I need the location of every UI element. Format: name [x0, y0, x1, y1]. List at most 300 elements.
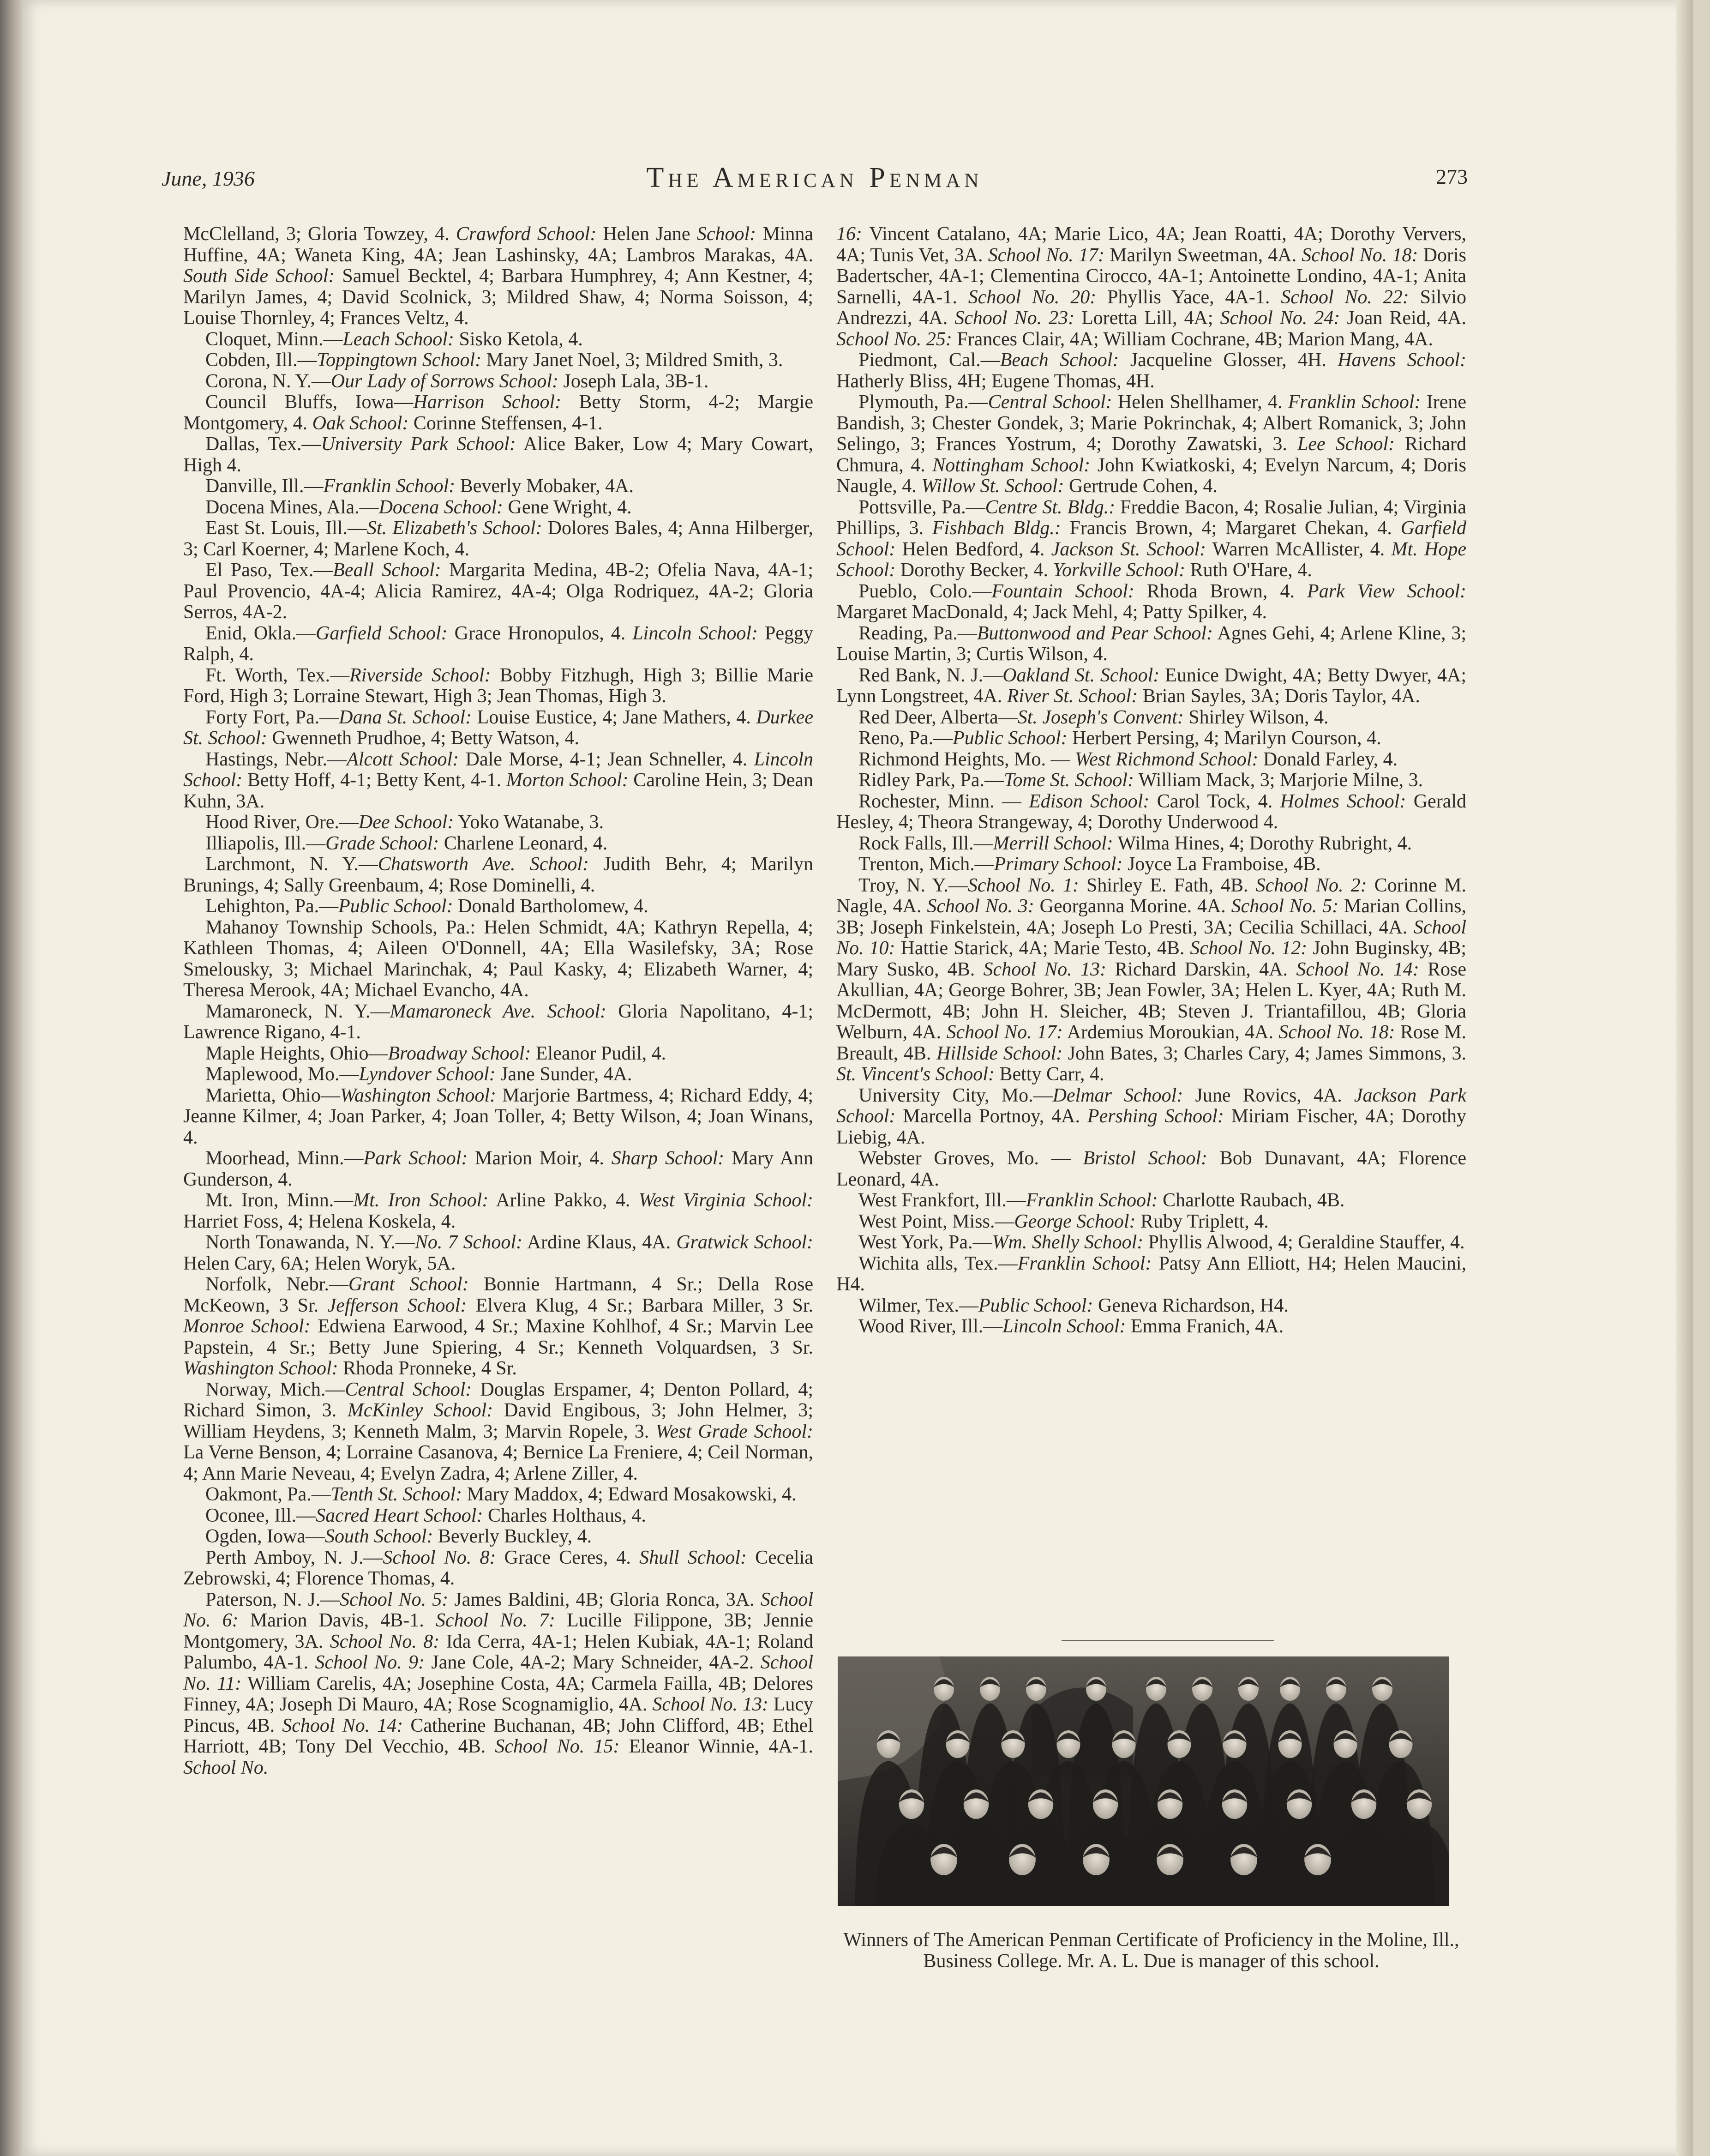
listing-entry	[836, 728, 1466, 749]
entry-text: North Tonawanda, N. Y.—	[205, 1232, 415, 1253]
entry-text: McClelland, 3; Gloria Towzey, 4.	[183, 223, 456, 245]
entry-text: Marion Moir, 4.	[468, 1148, 612, 1169]
entry-text: Lucille Filippone, 3B; Jennie Montgomery, 3A.	[183, 1610, 814, 1652]
school-name: Beach School:	[1000, 349, 1119, 371]
school-name: Durkee St. School:	[183, 706, 814, 749]
entry-text: Geneva Richardson, H4.	[1093, 1295, 1289, 1316]
listing-entry	[183, 1484, 813, 1506]
entry-text: Beverly Buckley, 4.	[433, 1526, 592, 1547]
entry-text: Judith Behr, 4; Marilyn Brunings, 4; Sally Greenbaum, 4; Rose Dominelli, 4.	[183, 854, 814, 896]
entry-text: James Baldini, 4B; Gloria Ronca, 3A.	[448, 1589, 761, 1610]
issue-date: June, 1936	[162, 167, 255, 190]
school-name: Lincoln School:	[632, 622, 758, 644]
listing-entry	[183, 497, 813, 518]
listing-entry	[183, 665, 813, 707]
school-name: Tome St. School:	[1003, 770, 1134, 791]
school-name: Public School:	[978, 1295, 1093, 1316]
entry-text: Corona, N. Y.—	[205, 370, 331, 392]
entry-text: Jane Sunder, 4A.	[495, 1064, 632, 1085]
school-name: Wm. Shelly School:	[992, 1232, 1144, 1253]
entry-text: Paterson, N. J.—	[205, 1589, 340, 1610]
listing-entry	[836, 791, 1466, 833]
school-name: Tenth St. School:	[330, 1484, 462, 1505]
listing-entry	[183, 1548, 813, 1590]
entry-text: Freddie Bacon, 4; Rosalie Julian, 4; Virginia Phillips, 3.	[836, 496, 1467, 539]
entry-text: Emma Franich, 4A.	[1126, 1316, 1284, 1337]
listing-entry	[836, 392, 1466, 497]
entry-text: Helen Bedford, 4.	[895, 538, 1051, 560]
school-name: School No. 13:	[983, 958, 1106, 980]
entry-text: Oakmont, Pa.—	[205, 1484, 331, 1505]
entry-text: Rhoda Pronneke, 4 Sr.	[338, 1358, 517, 1379]
entry-text: Agnes Gehi, 4; Arlene Kline, 3; Louise Martin, 3; Curtis Wilson, 4.	[836, 622, 1466, 665]
entry-text: Maple Heights, Ohio—	[205, 1042, 388, 1064]
school-name: School No. 8:	[383, 1547, 496, 1568]
listing-entry	[183, 1232, 813, 1274]
listing-entry	[183, 392, 813, 434]
school-name: Shull School:	[639, 1547, 747, 1568]
school-name: Franklin School:	[1026, 1190, 1158, 1211]
entry-text: Charles Holthaus, 4.	[483, 1505, 646, 1526]
entry-text: Hatherly Bliss, 4H; Eugene Thomas, 4H.	[836, 370, 1155, 392]
entry-text: Miriam Fischer, 4A; Dorothy Liebig, 4A.	[836, 1106, 1467, 1148]
entry-text: Gene Wright, 4.	[503, 496, 632, 518]
school-name: West Grade School:	[655, 1421, 813, 1442]
magazine-title: The American Penman	[646, 162, 983, 193]
school-name: Park School:	[363, 1148, 468, 1169]
school-name: Riverside School:	[349, 664, 491, 686]
listing-entry	[836, 875, 1466, 1085]
entry-text: Georganna Morine. 4A.	[1034, 896, 1231, 917]
school-name: Primary School:	[994, 854, 1123, 875]
listing-entry	[183, 1085, 813, 1149]
school-name: Nottingham School:	[932, 454, 1091, 476]
school-name: Bristol School:	[1083, 1148, 1207, 1169]
school-name: Mamaroneck Ave. School:	[390, 1000, 606, 1022]
listing-entry	[183, 917, 813, 1001]
school-name: School No. 23:	[954, 307, 1075, 329]
right-text-column	[836, 224, 1466, 1337]
running-header	[162, 162, 1468, 203]
school-name: School No. 18:	[1278, 1022, 1395, 1043]
school-name: Mt. Iron School:	[353, 1190, 489, 1211]
entry-text: Ft. Worth, Tex.—	[205, 664, 350, 686]
school-name: Hillside School:	[936, 1042, 1063, 1064]
school-name: Lyndover School:	[359, 1064, 496, 1085]
listing-entry	[183, 371, 813, 392]
entry-text: William Carelis, 4A; Josephine Costa, 4A; Carmela Failla, 4B; Delores Finney, 4A; Joseph Di Mauro, 4A; Rose Scognamiglio, 4A.	[183, 1673, 813, 1715]
entry-text: University City, Mo.—	[858, 1084, 1053, 1106]
entry-text: Eleanor Pudil, 4.	[531, 1042, 666, 1064]
listing-entry	[183, 1379, 813, 1485]
entry-text: Vincent Catalano, 4A; Marie Lico, 4A; Jean Roatti, 4A; Dorothy Ververs, 4A; Tunis Vet, 3A.	[836, 223, 1466, 266]
entry-text: Douglas Erspamer, 4; Denton Pollard, 4; Richard Simon, 3.	[183, 1379, 813, 1421]
listing-entry	[183, 1274, 813, 1379]
entry-text: Jacqueline Glosser, 4H.	[1119, 349, 1338, 371]
listing-entry	[836, 854, 1466, 875]
school-name: Grade School:	[325, 832, 439, 854]
entry-text: La Verne Benson, 4; Lorraine Casanova, 4; Bernice La Freniere, 4; Ceil Norman, 4; Ann Marie Neveau, 4; Evelyn Zadra, 4; Arlene Ziller, 4.	[183, 1442, 813, 1484]
entry-text: Marilyn Sweetman, 4A.	[1104, 244, 1302, 266]
school-name: Franklin School:	[1017, 1253, 1152, 1274]
school-name: School No. 25:	[836, 328, 952, 350]
entry-text: Red Deer, Alberta—	[858, 706, 1018, 728]
school-name: West Virginia School:	[638, 1190, 813, 1211]
listing-entry	[183, 854, 813, 896]
school-name: Pershing School:	[1087, 1106, 1224, 1127]
entry-text: Caroline Hein, 3; Dean Kuhn, 3A.	[183, 770, 813, 812]
entry-text: Enid, Okla.—	[205, 622, 316, 644]
entry-text: Plymouth, Pa.—	[858, 391, 988, 413]
entry-text: Grace Hronopulos, 4.	[447, 622, 633, 644]
listing-entry	[183, 560, 813, 623]
entry-text: Pueblo, Colo.—	[858, 580, 992, 602]
school-name: School:	[696, 223, 756, 245]
entry-text: June Rovics, 4A.	[1183, 1084, 1354, 1106]
entry-text: Joan Reid, 4A.	[1340, 307, 1466, 329]
entry-text: Betty Hoff, 4-1; Betty Kent, 4-1.	[242, 770, 506, 791]
listing-entry	[183, 812, 813, 833]
listing-entry	[183, 1526, 813, 1548]
entry-text: Maplewood, Mo.—	[205, 1064, 359, 1085]
entry-text: Rhoda Brown, 4.	[1134, 580, 1308, 602]
entry-text: Reading, Pa.—	[858, 622, 977, 644]
entry-text: Wilma Hines, 4; Dorothy Rubright, 4.	[1113, 832, 1412, 854]
entry-text: Arline Pakko, 4.	[488, 1190, 639, 1211]
school-name: Broadway School:	[388, 1042, 531, 1064]
school-name: Havens School:	[1338, 349, 1466, 371]
entry-text: Oconee, Ill.—	[205, 1505, 316, 1526]
entry-text: Elvera Klug, 4 Sr.; Barbara Miller, 3 Sr.	[467, 1295, 814, 1316]
school-name: Docena School:	[378, 496, 504, 518]
listing-entry	[836, 497, 1466, 581]
entry-text: Red Bank, N. J.—	[858, 664, 1003, 686]
school-name: Dana St. School:	[339, 706, 472, 728]
entry-text: Mt. Iron, Minn.—	[205, 1190, 354, 1211]
listing-entry	[836, 623, 1466, 665]
entry-text: Mamaroneck, N. Y.—	[205, 1000, 390, 1022]
listing-entry	[183, 1590, 813, 1779]
school-name: Willow St. School:	[921, 476, 1064, 497]
listing-entry	[836, 707, 1466, 729]
entry-text: Joseph Lala, 3B-1.	[558, 370, 709, 392]
entry-text: Bonnie Hartmann, 4 Sr.; Della Rose McKeown, 3 Sr.	[183, 1274, 813, 1316]
school-name: Washington School:	[183, 1358, 338, 1379]
entry-text: Dolores Bales, 4; Anna Hilberger, 3; Carl Koerner, 4; Marlene Koch, 4.	[183, 518, 813, 560]
school-name: School No.	[183, 1757, 269, 1778]
entry-text: Joyce La Framboise, 4B.	[1122, 854, 1321, 875]
entry-text: David Engibous, 3; John Helmer, 3; William Heydens, 3; Kenneth Malm, 3; Marvin Ropele, 3.	[183, 1400, 814, 1442]
entry-text: Ruby Triplett, 4.	[1135, 1210, 1269, 1232]
school-name: Jackson Park School:	[836, 1084, 1466, 1127]
entry-text: Ogden, Iowa—	[205, 1526, 325, 1547]
entry-text: John Buginsky, 4B; Mary Susko, 4B.	[836, 938, 1467, 980]
page-edge	[1676, 0, 1693, 2156]
page-number: 273	[1436, 165, 1468, 188]
entry-text: Rose M. Breault, 4B.	[836, 1022, 1467, 1064]
entry-text: Norway, Mich.—	[205, 1379, 345, 1400]
school-name: Oakland St. School:	[1002, 664, 1160, 686]
entry-text: Cloquet, Minn.—	[205, 328, 343, 350]
entry-text: Trenton, Mich.—	[858, 854, 994, 875]
school-name: Public School:	[338, 896, 453, 917]
entry-text: Cecelia Zebrowski, 4; Florence Thomas, 4.	[183, 1547, 814, 1589]
school-name: School No. 17:	[988, 244, 1104, 266]
entry-text: Harriet Foss, 4; Helena Koskela, 4.	[183, 1210, 456, 1232]
entry-text: West Frankfort, Ill.—	[858, 1190, 1026, 1211]
listing-entry	[183, 749, 813, 813]
entry-text: Rose Akullian, 4A; George Bohrer, 3B; Jean Fowler, 3A; Helen L. Kyer, 4A; Ruth M. McDermott, 4B; John H. Sleicher, 4B; Steven J. Triantafillou, 4B; Gloria Welburn, 4A.	[836, 958, 1467, 1043]
school-name: University Park School:	[321, 434, 516, 455]
school-name: School No. 10:	[836, 916, 1466, 959]
listing-entry	[183, 476, 813, 497]
entry-text: Dorothy Becker, 4.	[895, 560, 1053, 581]
entry-text: Peggy Ralph, 4.	[183, 622, 814, 665]
school-name: Alcott School:	[347, 748, 459, 770]
school-name: School No. 17:	[946, 1022, 1063, 1043]
entry-text: Mary Janet Noel, 3; Mildred Smith, 3.	[481, 349, 783, 371]
entry-text: Shirley Wilson, 4.	[1183, 706, 1329, 728]
entry-text: Mary Ann Gunderson, 4.	[183, 1148, 813, 1190]
entry-text: Gloria Napolitano, 4-1; Lawrence Rigano, 4-1.	[183, 1000, 814, 1043]
listing-entry	[183, 623, 813, 665]
entry-text: Grace Ceres, 4.	[496, 1547, 640, 1568]
entry-text: Hastings, Nebr.—	[205, 748, 347, 770]
listing-entry	[836, 1316, 1466, 1337]
school-name: School No. 7:	[435, 1610, 555, 1631]
left-text-column	[183, 224, 813, 1778]
school-name: St. Vincent's School:	[836, 1064, 995, 1085]
school-name: Central School:	[345, 1379, 472, 1400]
entry-text: Donald Farley, 4.	[1258, 748, 1398, 770]
entry-text: Marietta, Ohio—	[205, 1084, 340, 1106]
entry-text: Corinne Steffensen, 4-1.	[408, 412, 603, 434]
listing-entry	[183, 1001, 813, 1043]
listing-entry	[836, 749, 1466, 771]
entry-text: Mary Maddox, 4; Edward Mosakowski, 4.	[462, 1484, 797, 1505]
entry-text: Sisko Ketola, 4.	[454, 328, 583, 350]
entry-text: Richard Darskin, 4A.	[1106, 958, 1296, 980]
school-name: Mt. Hope School:	[836, 538, 1466, 581]
entry-text: East St. Louis, Ill.—	[205, 518, 367, 539]
entry-text: West York, Pa.—	[858, 1232, 992, 1253]
entry-text: Mahanoy Township Schools, Pa.: Helen Schmidt, 4A; Kathryn Repella, 4; Kathleen Thomas, 4; Aileen O'Donnell, 4A; Ella Wasilefsky, 3A; Rose Smelousky, 3; Michael Marinchak, 4; Paul Kasky, 4; Elizabeth Warner, 4; Theresa Merook, 4A; Michael Evancho, 4A.	[183, 916, 813, 1001]
listing-entry	[836, 350, 1466, 392]
school-name: Lincoln School:	[183, 748, 813, 791]
school-name: St. Elizabeth's School:	[367, 518, 542, 539]
entry-text: Perth Amboy, N. J.—	[205, 1547, 383, 1568]
school-name: School No. 15:	[495, 1736, 620, 1757]
listing-entry	[183, 896, 813, 917]
entry-text: Gertrude Cohen, 4.	[1064, 476, 1218, 497]
school-name: South Side School:	[183, 265, 335, 287]
school-name: McKinley School:	[347, 1400, 493, 1421]
entry-text: Marcella Portnoy, 4A.	[895, 1106, 1087, 1127]
entry-text: Marian Collins, 3B; Joseph Finkelstein, 4A; Joseph Lo Presti, 3A; Cecilia Schillaci, 4A.	[836, 896, 1466, 938]
group-photo	[838, 1656, 1449, 1906]
entry-text: Helen Cary, 6A; Helen Woryk, 5A.	[183, 1253, 456, 1274]
entry-text: Doris Badertscher, 4A-1; Clementina Cirocco, 4A-1; Antoinette Londino, 4A-1; Anita Sarnelli, 4A-1.	[836, 244, 1466, 308]
listing-entry	[836, 1190, 1466, 1211]
school-name: Fishbach Bldg.:	[932, 518, 1061, 539]
entry-text: Docena Mines, Ala.—	[205, 496, 379, 518]
entry-text: Betty Carr, 4.	[994, 1064, 1104, 1085]
entry-text: Gwenneth Prudhoe, 4; Betty Watson, 4.	[267, 728, 579, 749]
school-name: Crawford School:	[456, 223, 597, 245]
school-name: Monroe School:	[183, 1316, 311, 1337]
school-name: Buttonwood and Pear School:	[977, 622, 1213, 644]
listing-entry	[183, 350, 813, 371]
entry-text: Helen Jane	[596, 223, 697, 245]
entry-text: Yoko Watanabe, 3.	[454, 812, 604, 833]
entry-text: John Kwiatkoski, 4; Evelyn Narcum, 4; Doris Naugle, 4.	[836, 454, 1466, 497]
school-name: School No. 22:	[1281, 286, 1409, 308]
entry-text: Rock Falls, Ill.—	[858, 832, 993, 854]
entry-text: Louise Eustice, 4; Jane Mathers, 4.	[472, 706, 756, 728]
entry-text: Hood River, Ore.—	[205, 812, 359, 833]
entry-text: Dale Morse, 4-1; Jean Schneller, 4.	[459, 748, 754, 770]
school-name: Jackson St. School:	[1051, 538, 1206, 560]
listing-entry	[836, 1232, 1466, 1253]
school-name: School No. 5:	[340, 1589, 449, 1610]
entry-text: Loretta Lill, 4A;	[1074, 307, 1220, 329]
school-name: School No. 13:	[652, 1694, 768, 1715]
entry-text: Illiapolis, Ill.—	[205, 832, 326, 854]
entry-text: Piedmont, Cal.—	[858, 349, 1000, 371]
listing-entry	[183, 434, 813, 476]
school-name: Harrison School:	[413, 391, 562, 413]
entry-text: Hattie Starick, 4A; Marie Testo, 4B.	[895, 938, 1190, 959]
listing-entry	[183, 1064, 813, 1085]
entry-text: Irene Bandish, 3; Chester Gondek, 3; Marie Pokrinchak, 4; Albert Romanick, 3; John Selingo, 3; Frances Yostrum, 4; Dorothy Zawatski, 3.	[836, 391, 1466, 455]
entry-text: Lehighton, Pa.—	[205, 896, 339, 917]
school-name: Public School:	[953, 728, 1068, 749]
school-name: School No. 1:	[967, 874, 1079, 896]
listing-entry	[836, 1211, 1466, 1233]
entry-text: Francis Brown, 4; Margaret Chekan, 4.	[1061, 518, 1401, 539]
listing-entry	[183, 833, 813, 855]
entry-text: John Bates, 3; Charles Cary, 4; James Simmons, 3.	[1062, 1042, 1466, 1064]
school-name: Gratwick School:	[676, 1232, 813, 1253]
listing-entry	[183, 224, 813, 329]
school-name: South School:	[324, 1526, 433, 1547]
entry-text: Silvio Andrezzi, 4A.	[836, 286, 1466, 329]
entry-text: El Paso, Tex.—	[205, 560, 333, 581]
school-name: Edison School:	[1029, 790, 1150, 812]
school-name: School No. 14:	[1296, 958, 1419, 980]
listing-entry	[836, 665, 1466, 707]
listing-entry	[183, 1043, 813, 1065]
school-name: Lincoln School:	[1002, 1316, 1126, 1337]
entry-text: Corinne M. Nagle, 4A.	[836, 874, 1466, 917]
binding-edge	[0, 0, 22, 2156]
listing-entry	[836, 1148, 1466, 1190]
school-name: Park View School:	[1307, 580, 1466, 602]
entry-text: Betty Storm, 4-2; Margie Montgomery, 4.	[183, 391, 813, 434]
school-name: Fountain School:	[991, 580, 1134, 602]
entry-text: Bobby Fitzhugh, High 3; Billie Marie Ford, High 3; Lorraine Stewart, High 3; Jean Thomas, High 3.	[183, 664, 813, 707]
school-name: Holmes School:	[1280, 790, 1406, 812]
school-name: School No. 2:	[1255, 874, 1367, 896]
school-name: Franklin School:	[1288, 391, 1421, 413]
school-name: School No. 5:	[1231, 896, 1339, 917]
entry-text: Richmond Heights, Mo. —	[858, 748, 1075, 770]
listing-entry	[183, 707, 813, 749]
entry-text: Troy, N. Y.—	[858, 874, 968, 896]
entry-text: Pottsville, Pa.—	[858, 496, 985, 518]
group-photo-image	[838, 1656, 1449, 1906]
entry-text: Charlene Leonard, 4.	[439, 832, 608, 854]
entry-text: Carol Tock, 4.	[1149, 790, 1280, 812]
listing-entry	[836, 1085, 1466, 1149]
listing-entry	[836, 770, 1466, 791]
entry-text: Phyllis Yace, 4A-1.	[1096, 286, 1281, 308]
school-name: Oak School:	[312, 412, 409, 434]
school-name: School No. 20:	[968, 286, 1097, 308]
school-name: Delmar School:	[1052, 1084, 1183, 1106]
entry-text: Brian Sayles, 3A; Doris Taylor, 4A.	[1138, 686, 1420, 707]
entry-text: Eunice Dwight, 4A; Betty Dwyer, 4A; Lynn Longstreet, 4A.	[836, 664, 1466, 707]
entry-text: Margaret MacDonald, 4; Jack Mehl, 4; Patty Spilker, 4.	[836, 602, 1267, 623]
school-name: No. 7 School:	[414, 1232, 522, 1253]
listing-entry	[183, 1148, 813, 1190]
entry-text: Dallas, Tex.—	[205, 434, 321, 455]
school-name: Our Lady of Sorrows School:	[330, 370, 558, 392]
entry-text: Ruth O'Hare, 4.	[1185, 560, 1312, 581]
entry-text: Forty Fort, Pa.—	[205, 706, 339, 728]
school-name: Sharp School:	[611, 1148, 725, 1169]
listing-entry	[836, 224, 1466, 350]
photo-caption: Winners of The American Penman Certificate of Proficiency in the Moline, Ill., Business College. Mr. A. L. Due is manager of this school.	[843, 1929, 1459, 1972]
school-name: Toppingtown School:	[317, 349, 482, 371]
entry-text: Phyllis Alwood, 4; Geraldine Stauffer, 4.	[1143, 1232, 1465, 1253]
school-name: School No. 3:	[927, 896, 1034, 917]
school-name: Yorkville School:	[1053, 560, 1186, 581]
entry-text: Ardine Klaus, 4A.	[522, 1232, 677, 1253]
listing-entry	[836, 833, 1466, 855]
school-name: Chatsworth Ave. School:	[378, 854, 589, 875]
listing-entry	[836, 1295, 1466, 1317]
entry-text: Patsy Ann Elliott, H4; Helen Maucini, H4.	[836, 1253, 1466, 1295]
school-name: Franklin School:	[323, 476, 456, 497]
listing-entry	[183, 1190, 813, 1232]
entry-text: Gerald Hesley, 4; Theora Strangeway, 4; Dorothy Underwood 4.	[836, 790, 1466, 833]
school-name: School No. 8:	[330, 1631, 440, 1652]
entry-text: Norfolk, Nebr.—	[205, 1274, 348, 1295]
entry-text: Marjorie Bartmess, 4; Richard Eddy, 4; Jeanne Kilmer, 4; Joan Parker, 4; Joan Toller, 4; Betty Wilson, 4; Joan Winans, 4.	[183, 1084, 813, 1148]
school-name: Garfield School:	[836, 518, 1467, 560]
entry-text: Wood River, Ill.—	[858, 1316, 1003, 1337]
entry-text: Wichita alls, Tex.—	[858, 1253, 1018, 1274]
entry-text: Jane Cole, 4A-2; Mary Schneider, 4A-2.	[425, 1652, 761, 1673]
entry-text: Catherine Buchanan, 4B; John Clifford, 4B; Ethel Harriott, 4B; Tony Del Vecchio, 4B.	[183, 1715, 813, 1757]
school-name: 16:	[836, 223, 862, 245]
listing-entry	[183, 518, 813, 560]
school-name: George School:	[1014, 1210, 1136, 1232]
school-name: Grant School:	[348, 1274, 469, 1295]
listing-entry	[836, 581, 1466, 623]
entry-text: Frances Clair, 4A; William Cochrane, 4B; Marion Mang, 4A.	[952, 328, 1433, 350]
entry-text: Margarita Medina, 4B-2; Ofelia Nava, 4A-1; Paul Provencio, 4A-4; Alicia Ramirez, 4A-4; Olga Rodriquez, 4A-2; Gloria Serros, 4A-2.	[183, 560, 813, 623]
entry-text: Beverly Mobaker, 4A.	[455, 476, 634, 497]
school-name: West Richmond School:	[1075, 748, 1259, 770]
listing-entry	[836, 1253, 1466, 1295]
section-rule	[1062, 1640, 1274, 1641]
school-name: School No. 11:	[183, 1652, 813, 1694]
entry-text: William Mack, 3; Marjorie Milne, 3.	[1134, 770, 1423, 791]
entry-text: Donald Bartholomew, 4.	[453, 896, 648, 917]
school-name: School No. 9:	[315, 1652, 425, 1673]
